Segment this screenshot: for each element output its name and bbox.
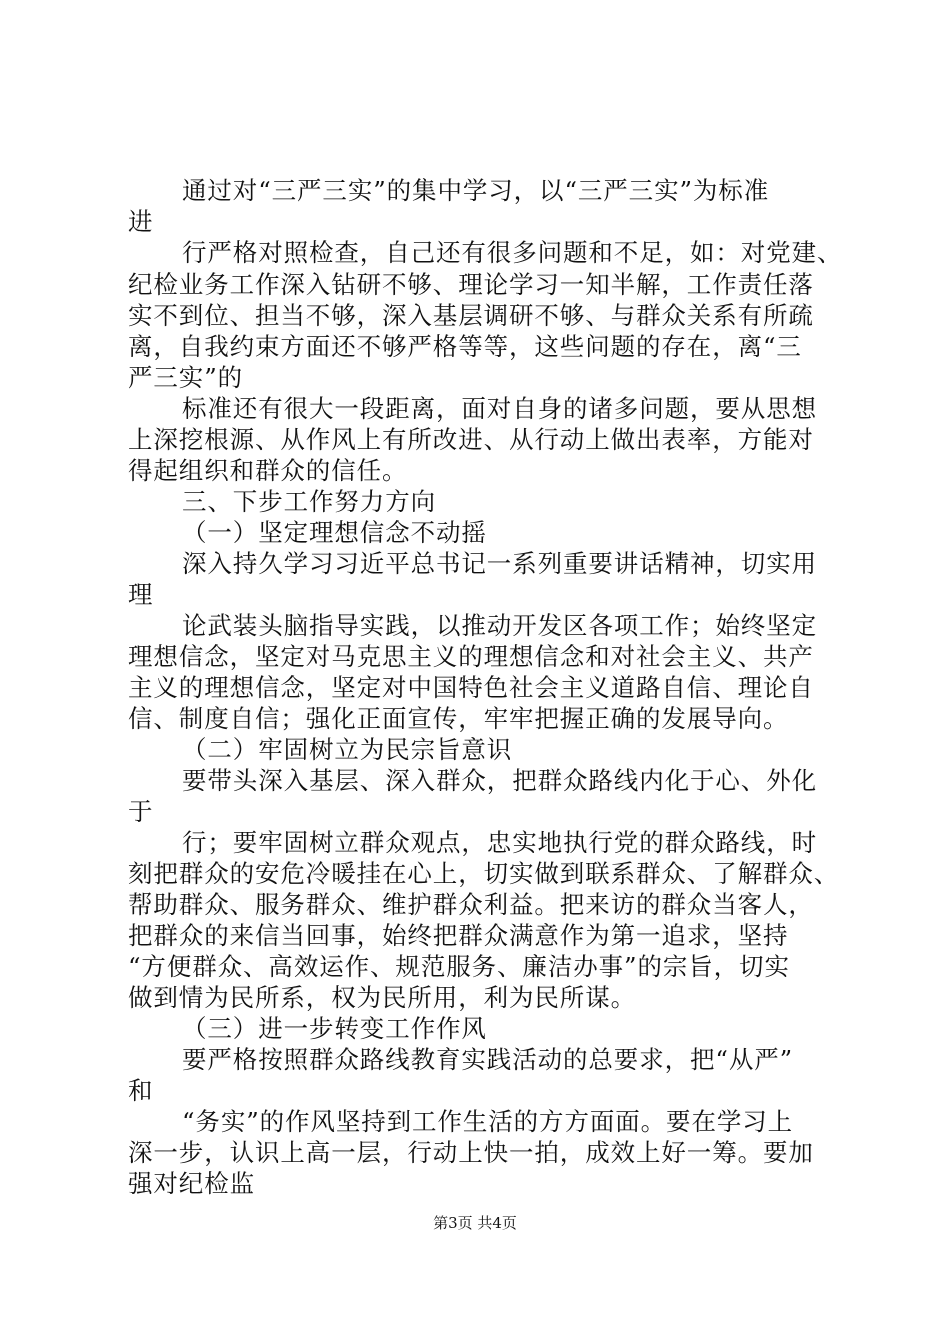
text-line: 于 bbox=[128, 797, 154, 826]
text-line: 刻把群众的安危冷暖挂在心上，切实做到联系群众、了解群众、 bbox=[128, 859, 840, 888]
text-line: 实不到位、担当不够，深入基层调研不够、与群众关系有所疏 bbox=[128, 301, 814, 330]
text-line: 进 bbox=[128, 207, 154, 236]
text-line: “方便群众、高效运作、规范服务、廉洁办事”的宗旨，切实 bbox=[128, 952, 790, 981]
subsection-heading: （二）牢固树立为民宗旨意识 bbox=[182, 735, 513, 764]
text-line: 信、制度自信；强化正面宣传，牢牢把握正确的发展导向。 bbox=[128, 704, 789, 733]
page-footer: 第3页 共4页 bbox=[433, 1214, 517, 1232]
text-line: 行严格对照检查，自己还有很多问题和不足，如：对党建、 bbox=[182, 238, 843, 267]
text-line: 要严格按照群众路线教育实践活动的总要求，把“从严” bbox=[182, 1045, 794, 1074]
subsection-heading: （一）坚定理想信念不动摇 bbox=[182, 518, 487, 547]
text-line: 做到情为民所系，权为民所用，利为民所谋。 bbox=[128, 983, 636, 1012]
text-line: 理想信念，坚定对马克思主义的理想信念和对社会主义、共产 bbox=[128, 642, 814, 671]
text-line: 行；要牢固树立群众观点，忠实地执行党的群众路线，时 bbox=[182, 828, 817, 857]
text-line: 上深挖根源、从作风上有所改进、从行动上做出表率，方能对 bbox=[128, 425, 814, 454]
text-line: 纪检业务工作深入钻研不够、理论学习一知半解，工作责任落 bbox=[128, 270, 814, 299]
text-line: 把群众的来信当回事，始终把群众满意作为第一追求，坚持 bbox=[128, 921, 789, 950]
subsection-heading: （三）进一步转变工作作风 bbox=[182, 1014, 487, 1043]
section-heading: 三、下步工作努力方向 bbox=[182, 487, 436, 516]
text-line: 深一步，认识上高一层，行动上快一拍，成效上好一筹。要加 bbox=[128, 1138, 814, 1167]
text-line: 得起组织和群众的信任。 bbox=[128, 456, 408, 485]
text-line: 论武装头脑指导实践，以推动开发区各项工作；始终坚定 bbox=[182, 611, 817, 640]
text-line: 严三实”的 bbox=[128, 363, 244, 392]
text-line: 要带头深入基层、深入群众，把群众路线内化于心、外化 bbox=[182, 766, 817, 795]
text-line: 帮助群众、服务群众、维护群众利益。把来访的群众当客人， bbox=[128, 890, 814, 919]
text-line: 和 bbox=[128, 1076, 154, 1105]
text-line: 主义的理想信念，坚定对中国特色社会主义道路自信、理论自 bbox=[128, 673, 814, 702]
text-line: 理 bbox=[128, 580, 154, 609]
text-line: “务实”的作风坚持到工作生活的方方面面。要在学习上 bbox=[182, 1107, 794, 1136]
text-line: 强对纪检监 bbox=[128, 1169, 255, 1198]
text-line: 通过对“三严三实”的集中学习，以“三严三实”为标准 bbox=[182, 176, 770, 205]
text-line: 标准还有很大一段距离，面对自身的诸多问题，要从思想 bbox=[182, 394, 817, 423]
text-line: 离，自我约束方面还不够严格等等，这些问题的存在，离“三 bbox=[128, 332, 802, 361]
text-line: 深入持久学习习近平总书记一系列重要讲话精神，切实用 bbox=[182, 549, 817, 578]
